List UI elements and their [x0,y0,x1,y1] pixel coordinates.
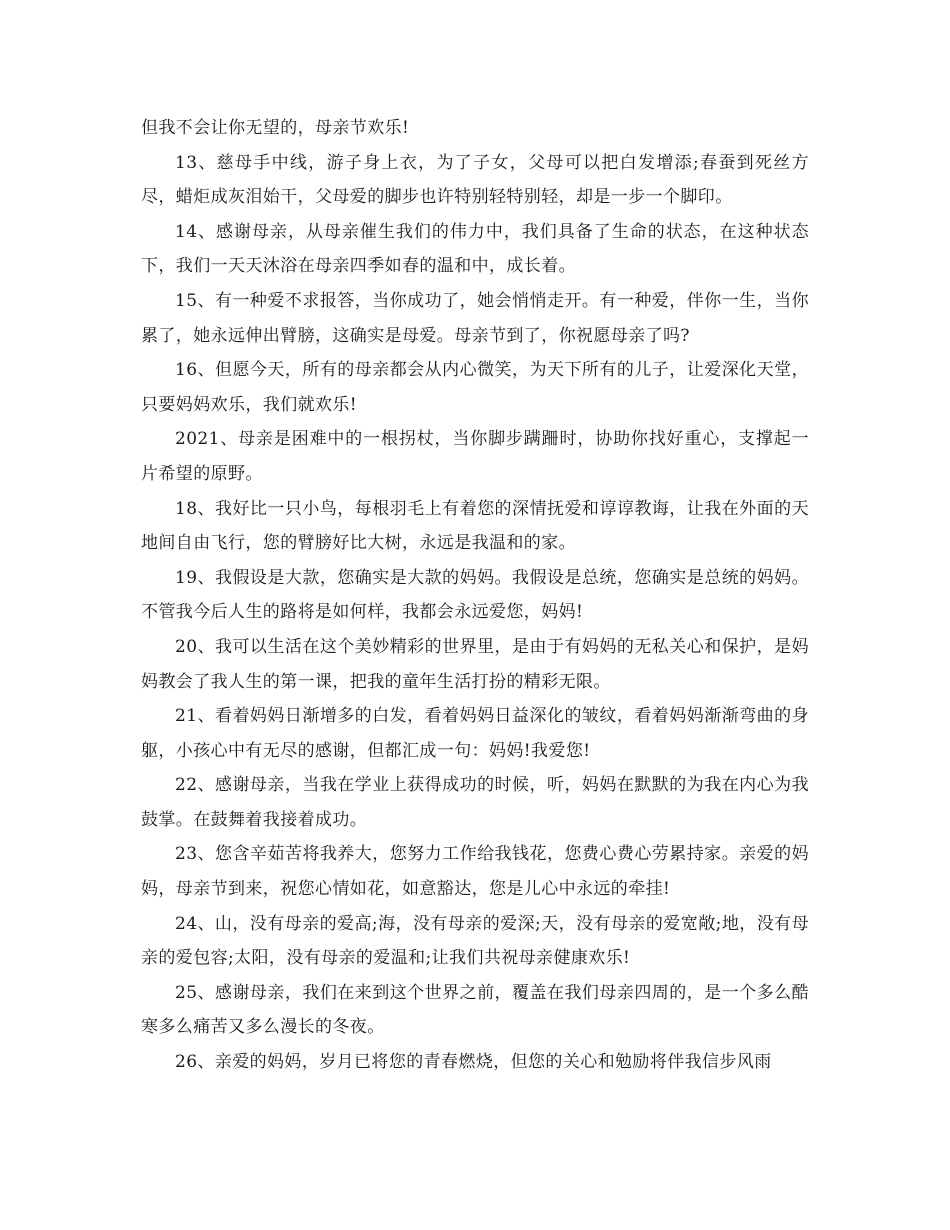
paragraph-16: 16、但愿今天，所有的母亲都会从内心微笑，为天下所有的儿子，让爱深化天堂，只要妈妈欢乐，我们就欢乐! [141,360,809,415]
paragraph-24: 24、山，没有母亲的爱高;海，没有母亲的爱深;天，没有母亲的爱宽敞;地，没有母亲的爱包容;太阳，没有母亲的爱温和;让我们共祝母亲健康欢乐! [141,913,809,969]
paragraph-26: 26、亲爱的妈妈，岁月已将您的青春燃烧，但您的关心和勉励将伴我信步风雨 [175,1052,772,1073]
paragraph-22: 22、感谢母亲，当我在学业上获得成功的时候，听，妈妈在默默的为我在内心为我鼓掌。在鼓舞着我接着成功。 [141,775,809,830]
paragraph-continuation: 但我不会让你无望的，母亲节欢乐! [141,118,410,138]
paragraph-14: 14、感谢母亲，从母亲催生我们的伟力中，我们具备了生命的状态，在这种状态下，我们一天天沐浴在母亲四季如春的温和中，成长着。 [141,221,809,277]
paragraph-20: 20、我可以生活在这个美妙精彩的世界里，是由于有妈妈的无私关心和保护，是妈妈教会了我人生的第一课，把我的童年生活打扮的精彩无限。 [141,636,809,692]
paragraph-18: 18、我好比一只小鸟，每根羽毛上有着您的深情抚爱和谆谆教诲，让我在外面的天地间自由飞行，您的臂膀好比大树，永远是我温和的家。 [141,498,809,554]
paragraph-15: 15、有一种爱不求报答，当你成功了，她会悄悄走开。有一种爱，伴你一生，当你累了，她永远伸出臂膀，这确实是母爱。母亲节到了，你祝愿母亲了吗? [141,290,809,346]
paragraph-13: 13、慈母手中线，游子身上衣，为了子女，父母可以把白发增添;春蚕到死丝方尽，蜡炬成灰泪始干，父母爱的脚步也许特别轻特别轻，却是一步一个脚印。 [141,152,809,208]
paragraph-19: 19、我假设是大款，您确实是大款的妈妈。我假设是总统，您确实是总统的妈妈。不管我今后人生的路将是如何样，我都会永远爱您，妈妈! [141,567,809,623]
document-body [141,111,809,1080]
paragraph-2021: 2021、母亲是困难中的一根拐杖，当你脚步蹒跚时，协助你找好重心，支撑起一片希望的原野。 [141,429,809,484]
paragraph-25: 25、感谢母亲，我们在来到这个世界之前，覆盖在我们母亲四周的，是一个多么酷寒多么痛苦又多么漫长的冬夜。 [141,982,809,1038]
paragraph-23: 23、您含辛茹苦将我养大，您努力工作给我钱花，您费心费心劳累持家。亲爱的妈妈，母亲节到来，祝您心情如花，如意豁达，您是儿心中永远的牵挂! [141,844,809,900]
paragraph-21: 21、看着妈妈日渐增多的白发，看着妈妈日益深化的皱纹，看着妈妈渐渐弯曲的身躯，小孩心中有无尽的感谢，但都汇成一句：妈妈!我爱您! [141,706,809,761]
